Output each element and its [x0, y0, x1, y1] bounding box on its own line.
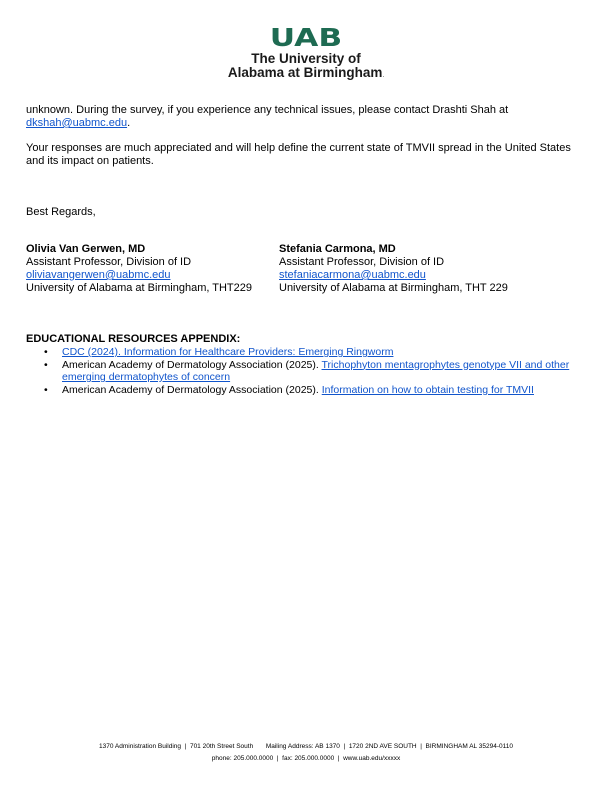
- contact-paragraph-end: .: [127, 117, 131, 129]
- resource-source: American Academy of Dermatology Association (2025).: [62, 358, 322, 371]
- resource-list: [26, 346, 586, 396]
- signature-title: Assistant Professor, Division of ID: [26, 256, 192, 268]
- signature-affiliation: University of Alabama at Birmingham, THT229: [26, 282, 252, 294]
- page-footer: [0, 741, 612, 765]
- bullet-icon: •: [44, 383, 48, 396]
- signature-title: Assistant Professor, Division of ID: [279, 256, 445, 268]
- uab-logo-line2: [0, 66, 612, 83]
- bullet-icon: •: [44, 346, 48, 358]
- contact-paragraph: [26, 104, 586, 130]
- signature-email-link[interactable]: stefaniacarmona@uabmc.edu: [279, 269, 426, 281]
- footer-address: 1370 Administration Building | 701 20th Street South Mailing Address: AB 1370 | 1720 2ND AVE SOUTH | BIRMINGHAM AL 35294-0110: [99, 743, 513, 750]
- closing-text: Best Regards,: [26, 206, 96, 218]
- resource-list-item: [26, 359, 586, 384]
- signature-block-right: [279, 243, 529, 295]
- resource-list-item: [26, 384, 586, 397]
- uab-logo-mark-dot: .: [382, 73, 385, 79]
- uab-logo-mark: UAB: [269, 23, 343, 52]
- resource-source: American Academy of Dermatology Association (2025).: [62, 383, 322, 396]
- resource-link-cdc-ringworm[interactable]: CDC (2024). Information for Healthcare Providers: Emerging Ringworm: [62, 346, 394, 358]
- contact-email-link[interactable]: dkshah@uabmc.edu: [26, 117, 128, 129]
- signature-block-left: [26, 243, 276, 295]
- appreciation-paragraph: Your responses are much appreciated and will help define the current state of TMVII spread in the United States and its impact on patients.: [26, 142, 571, 167]
- signature-email-link[interactable]: oliviavangerwen@uabmc.edu: [26, 269, 171, 281]
- signature-name: Stefania Carmona, MD: [279, 243, 396, 255]
- uab-logo-line2-text: Alabama at Birmingham: [227, 65, 383, 80]
- signature-affiliation: University of Alabama at Birmingham, THT 229: [279, 282, 508, 294]
- uab-logo: [0, 25, 612, 83]
- contact-paragraph-text: unknown. During the survey, if you experience any technical issues, please contact Drashti Shah at: [26, 104, 509, 116]
- bullet-icon: •: [44, 358, 48, 371]
- appendix-heading: EDUCATIONAL RESOURCES APPENDIX:: [26, 333, 241, 345]
- resource-list-item: [26, 346, 586, 359]
- resource-link-tmvii-testing[interactable]: Information on how to obtain testing for TMVII: [321, 383, 534, 396]
- uab-logo-line1: The University of: [251, 51, 361, 66]
- footer-contact: phone: 205.000.0000 | fax: 205.000.0000 | www.uab.edu/xxxxx: [211, 755, 401, 762]
- signature-name: Olivia Van Gerwen, MD: [26, 243, 146, 255]
- resource-link-tmvii-dermatophytes[interactable]: Trichophyton mentagrophytes genotype VII and other emerging dermatophytes of concern: [62, 358, 570, 383]
- educational-resources-appendix: [26, 333, 586, 396]
